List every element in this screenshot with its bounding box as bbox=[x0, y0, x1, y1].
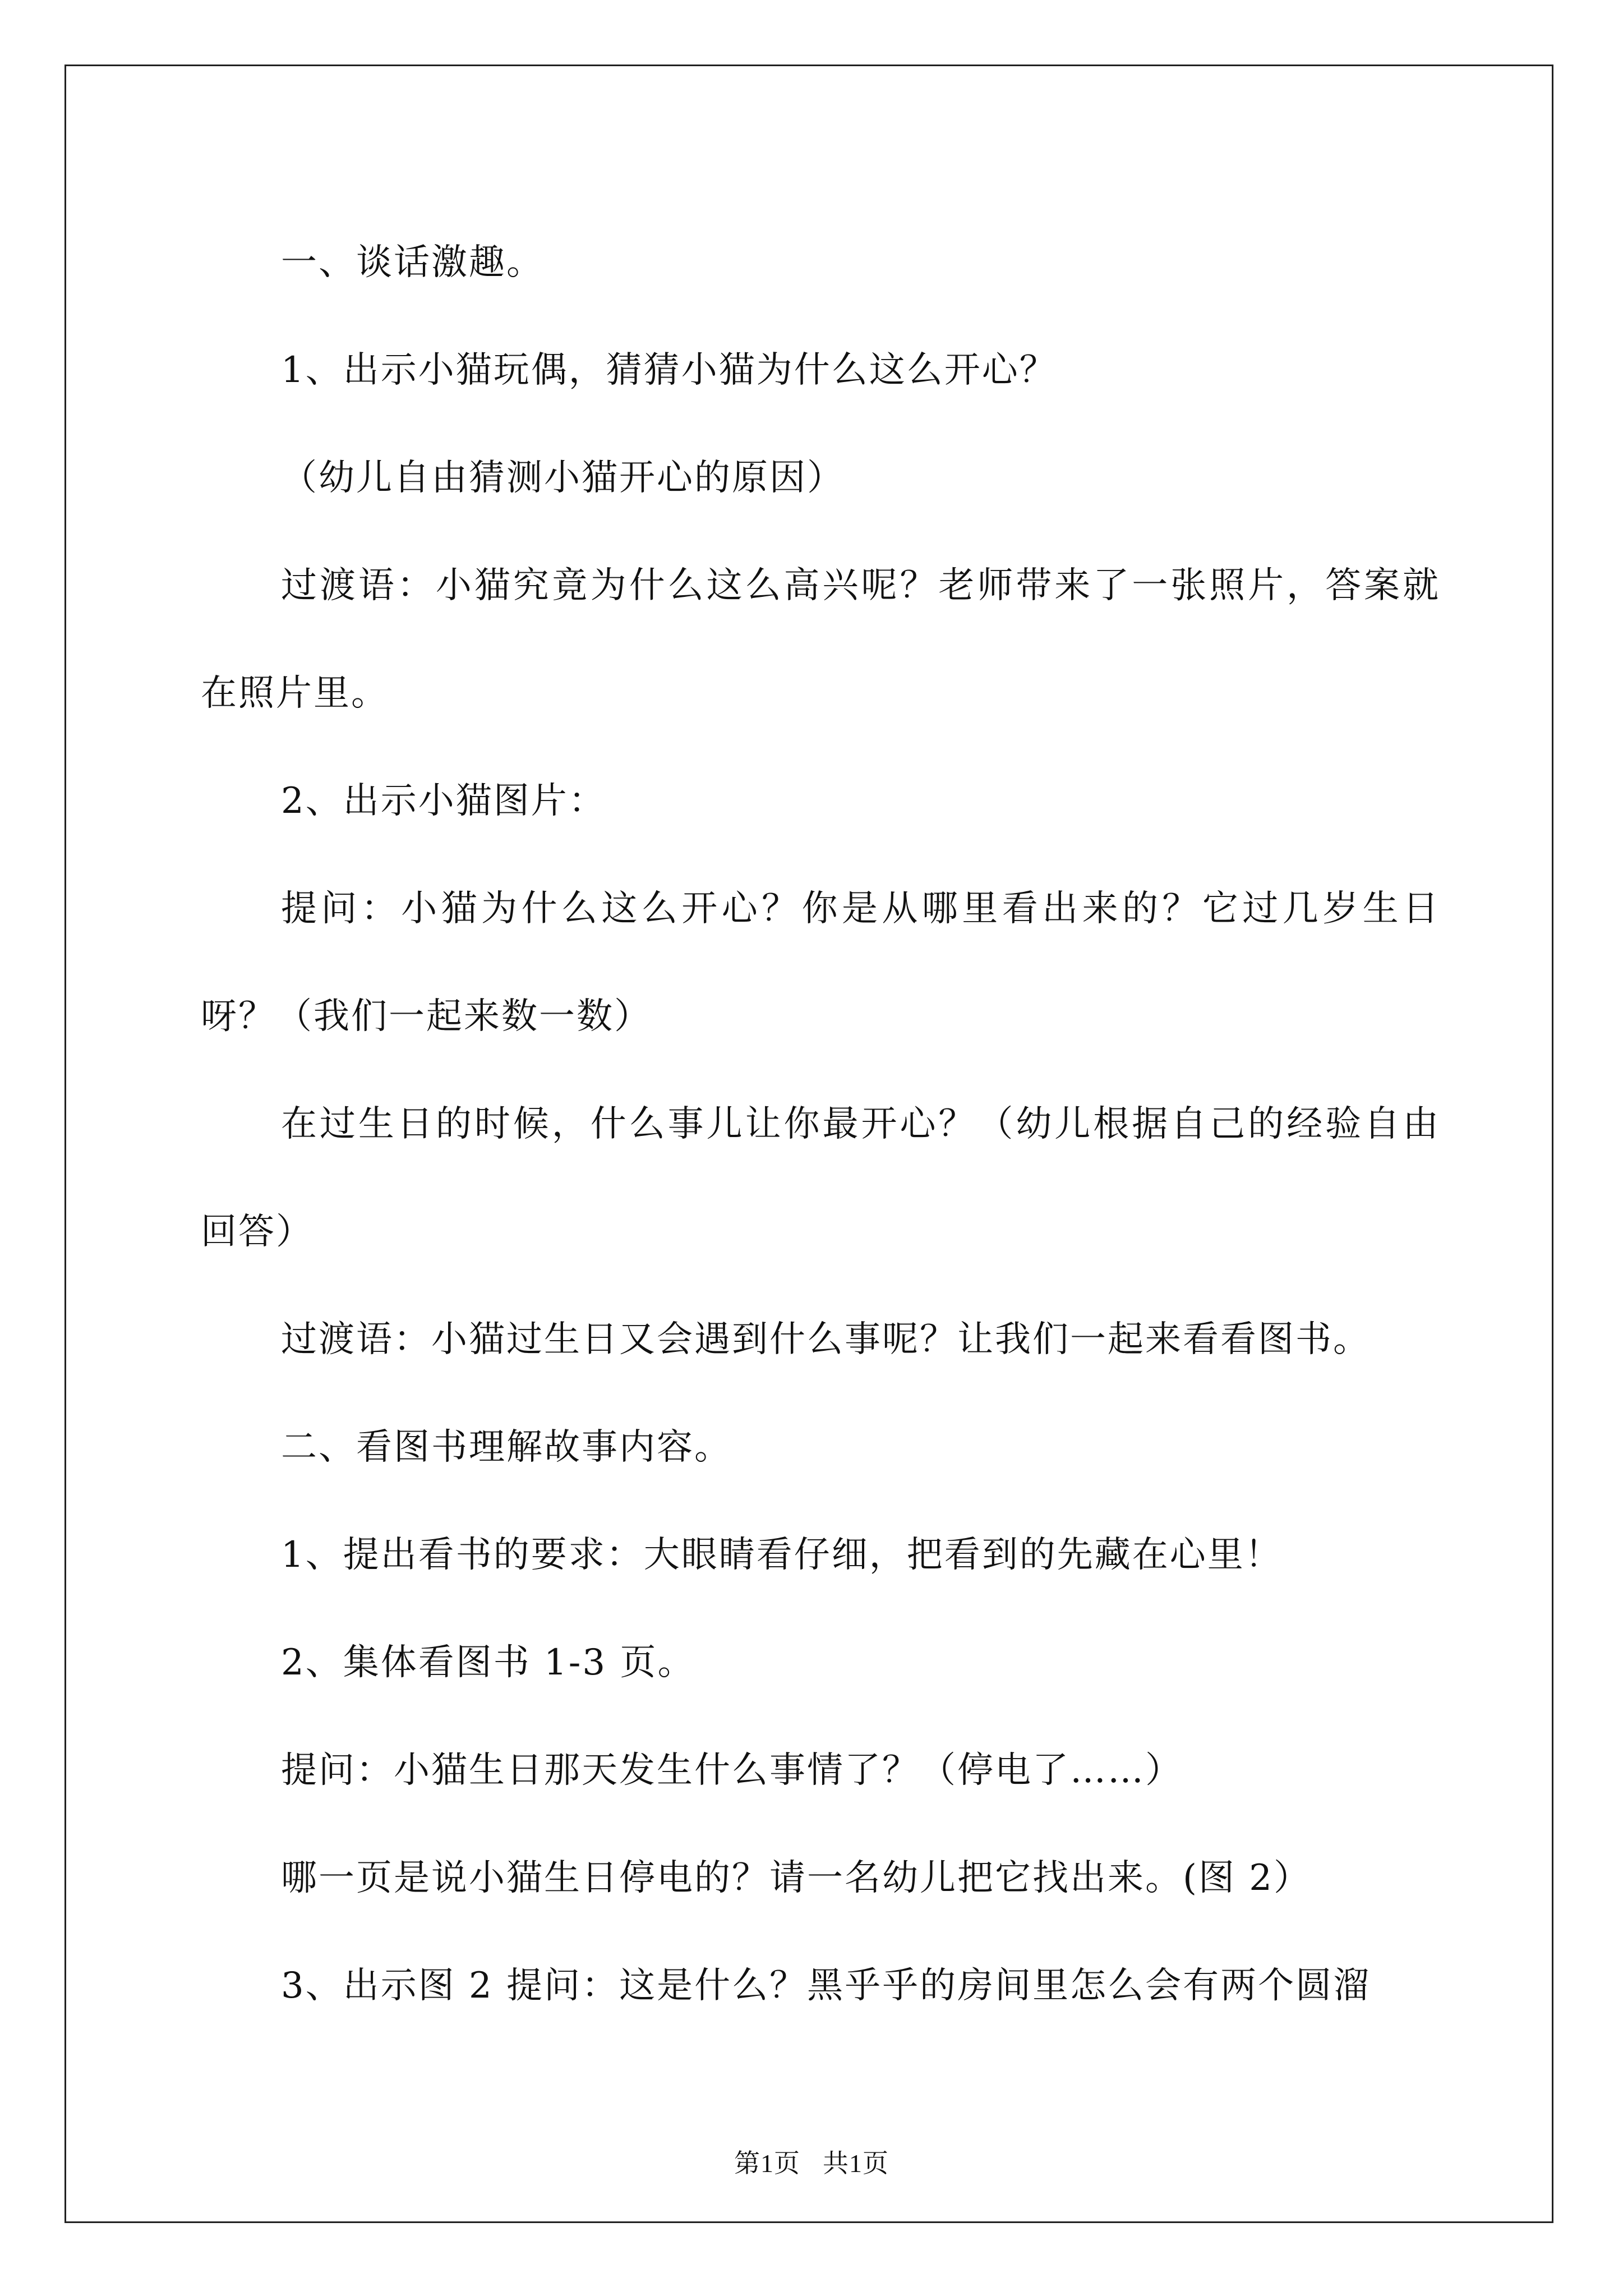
page-number: 第1页 bbox=[734, 2149, 800, 2178]
paragraph: （幼儿自由猜测小猫开心的原因） bbox=[281, 457, 845, 499]
page-footer bbox=[0, 2143, 1623, 2180]
page-total: 共1页 bbox=[823, 2149, 889, 2178]
paragraph: 哪一页是说小猫生日停电的？请一名幼儿把它找出来。(图 2） bbox=[281, 1857, 1312, 1899]
paragraph: 提问：小猫生日那天发生什么事情了？（停电了……） bbox=[281, 1750, 1183, 1791]
paragraph: 3、出示图 2 提问：这是什么？黑乎乎的房间里怎么会有两个圆溜 bbox=[281, 1965, 1371, 2007]
paragraph: 1、出示小猫玩偶，猜猜小猫为什么这么开心？ bbox=[281, 349, 1057, 391]
paragraph: 在过生日的时候，什么事儿让你最开心？（幼儿根据自己的经验自由回答） bbox=[201, 1103, 1440, 1253]
heading-section-2: 二、看图书理解故事内容。 bbox=[281, 1427, 732, 1468]
paragraph: 1、提出看书的要求：大眼睛看仔细，把看到的先藏在心里！ bbox=[281, 1534, 1283, 1576]
paragraph: 2、集体看图书 1-3 页。 bbox=[281, 1642, 695, 1683]
paragraph: 提问：小猫为什么这么开心？你是从哪里看出来的？它过几岁生日呀？（我们一起来数一数） bbox=[201, 888, 1440, 1037]
paragraph: 2、出示小猫图片： bbox=[281, 780, 606, 822]
paragraph: 过渡语：小猫过生日又会遇到什么事呢？让我们一起来看看图书。 bbox=[281, 1319, 1371, 1360]
document-body bbox=[201, 209, 1440, 2040]
heading-section-1: 一、谈话激趣。 bbox=[281, 242, 544, 283]
paragraph: 过渡语：小猫究竟为什么这么高兴呢？老师带来了一张照片，答案就在照片里。 bbox=[201, 565, 1440, 714]
